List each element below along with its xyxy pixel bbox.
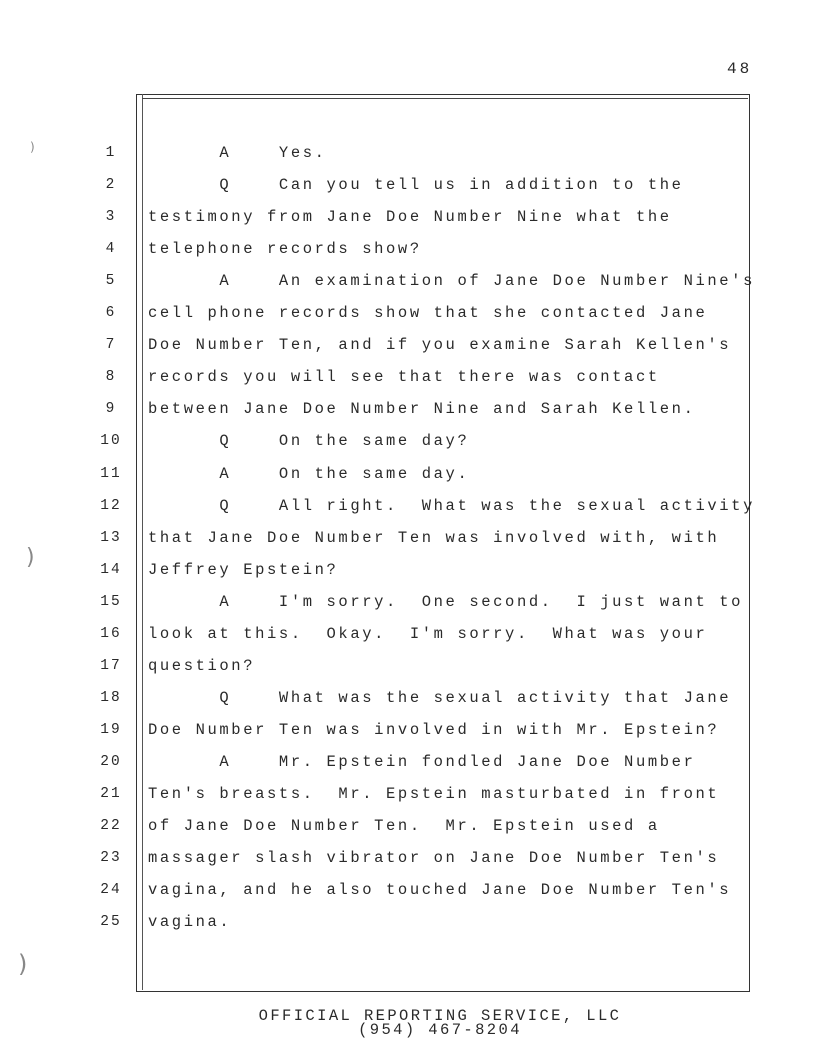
transcript-line: massager slash vibrator on Jane Doe Number Ten's — [148, 849, 720, 867]
line-number: 12 — [100, 498, 122, 514]
footer-phone: (954) 467-8204 — [358, 1021, 522, 1039]
footer-company: OFFICIAL REPORTING SERVICE, LLC — [258, 1007, 622, 1025]
transcript-line: A Yes. — [148, 144, 327, 162]
transcript-line: Q Can you tell us in addition to the — [148, 176, 684, 194]
line-number: 6 — [105, 305, 117, 321]
line-number: 4 — [105, 241, 117, 257]
scan-mark: ) — [18, 950, 28, 978]
line-number: 17 — [100, 658, 122, 674]
transcript-line: Q All right. What was the sexual activity — [148, 497, 755, 515]
transcript-line: question? — [148, 657, 256, 675]
line-number: 21 — [100, 786, 122, 802]
line-number: 23 — [100, 850, 122, 866]
transcript-line: A An examination of Jane Doe Number Nine's — [148, 272, 755, 290]
line-number: 9 — [105, 401, 117, 417]
line-number: 22 — [100, 818, 122, 834]
transcript-line: Jeffrey Epstein? — [148, 561, 339, 579]
transcript-line: that Jane Doe Number Ten was involved with, with — [148, 529, 720, 547]
transcript-line: Q On the same day? — [148, 432, 470, 450]
line-number: 2 — [105, 177, 117, 193]
line-number: 10 — [100, 433, 122, 449]
transcript-line: testimony from Jane Doe Number Nine what the — [148, 208, 672, 226]
transcript-line: Ten's breasts. Mr. Epstein masturbated in front — [148, 785, 720, 803]
scan-mark: ) — [30, 140, 35, 154]
line-number: 24 — [100, 882, 122, 898]
line-number: 18 — [100, 690, 122, 706]
page-number: 48 — [727, 60, 753, 78]
transcript-line: A Mr. Epstein fondled Jane Doe Number — [148, 753, 696, 771]
frame-top-rule — [142, 98, 748, 99]
transcript-line: look at this. Okay. I'm sorry. What was your — [148, 625, 708, 643]
transcript-line: of Jane Doe Number Ten. Mr. Epstein used a — [148, 817, 660, 835]
line-number: 7 — [105, 337, 117, 353]
line-number: 19 — [100, 722, 122, 738]
line-number: 5 — [105, 273, 117, 289]
transcript-line: A On the same day. — [148, 465, 470, 483]
line-number: 25 — [100, 914, 122, 930]
line-number: 1 — [105, 145, 117, 161]
line-number: 11 — [100, 466, 122, 482]
transcript-line: vagina. — [148, 913, 232, 931]
line-number: 13 — [100, 530, 122, 546]
line-number: 16 — [100, 626, 122, 642]
transcript-line: Doe Number Ten, and if you examine Sarah Kellen's — [148, 336, 732, 354]
line-number: 15 — [100, 594, 122, 610]
transcript-line: vagina, and he also touched Jane Doe Number Ten's — [148, 881, 732, 899]
transcript-line: records you will see that there was contact — [148, 368, 660, 386]
line-number: 20 — [100, 754, 122, 770]
line-number: 8 — [105, 369, 117, 385]
transcript-line: Q What was the sexual activity that Jane — [148, 689, 732, 707]
frame-inner-rule — [142, 94, 143, 990]
line-number: 14 — [100, 562, 122, 578]
scan-mark: ) — [26, 545, 35, 570]
transcript-line: between Jane Doe Number Nine and Sarah Kellen. — [148, 400, 696, 418]
transcript-line: A I'm sorry. One second. I just want to — [148, 593, 744, 611]
transcript-line: telephone records show? — [148, 240, 422, 258]
line-number: 3 — [105, 209, 117, 225]
transcript-line: cell phone records show that she contacted Jane — [148, 304, 708, 322]
transcript-line: Doe Number Ten was involved in with Mr. Epstein? — [148, 721, 720, 739]
